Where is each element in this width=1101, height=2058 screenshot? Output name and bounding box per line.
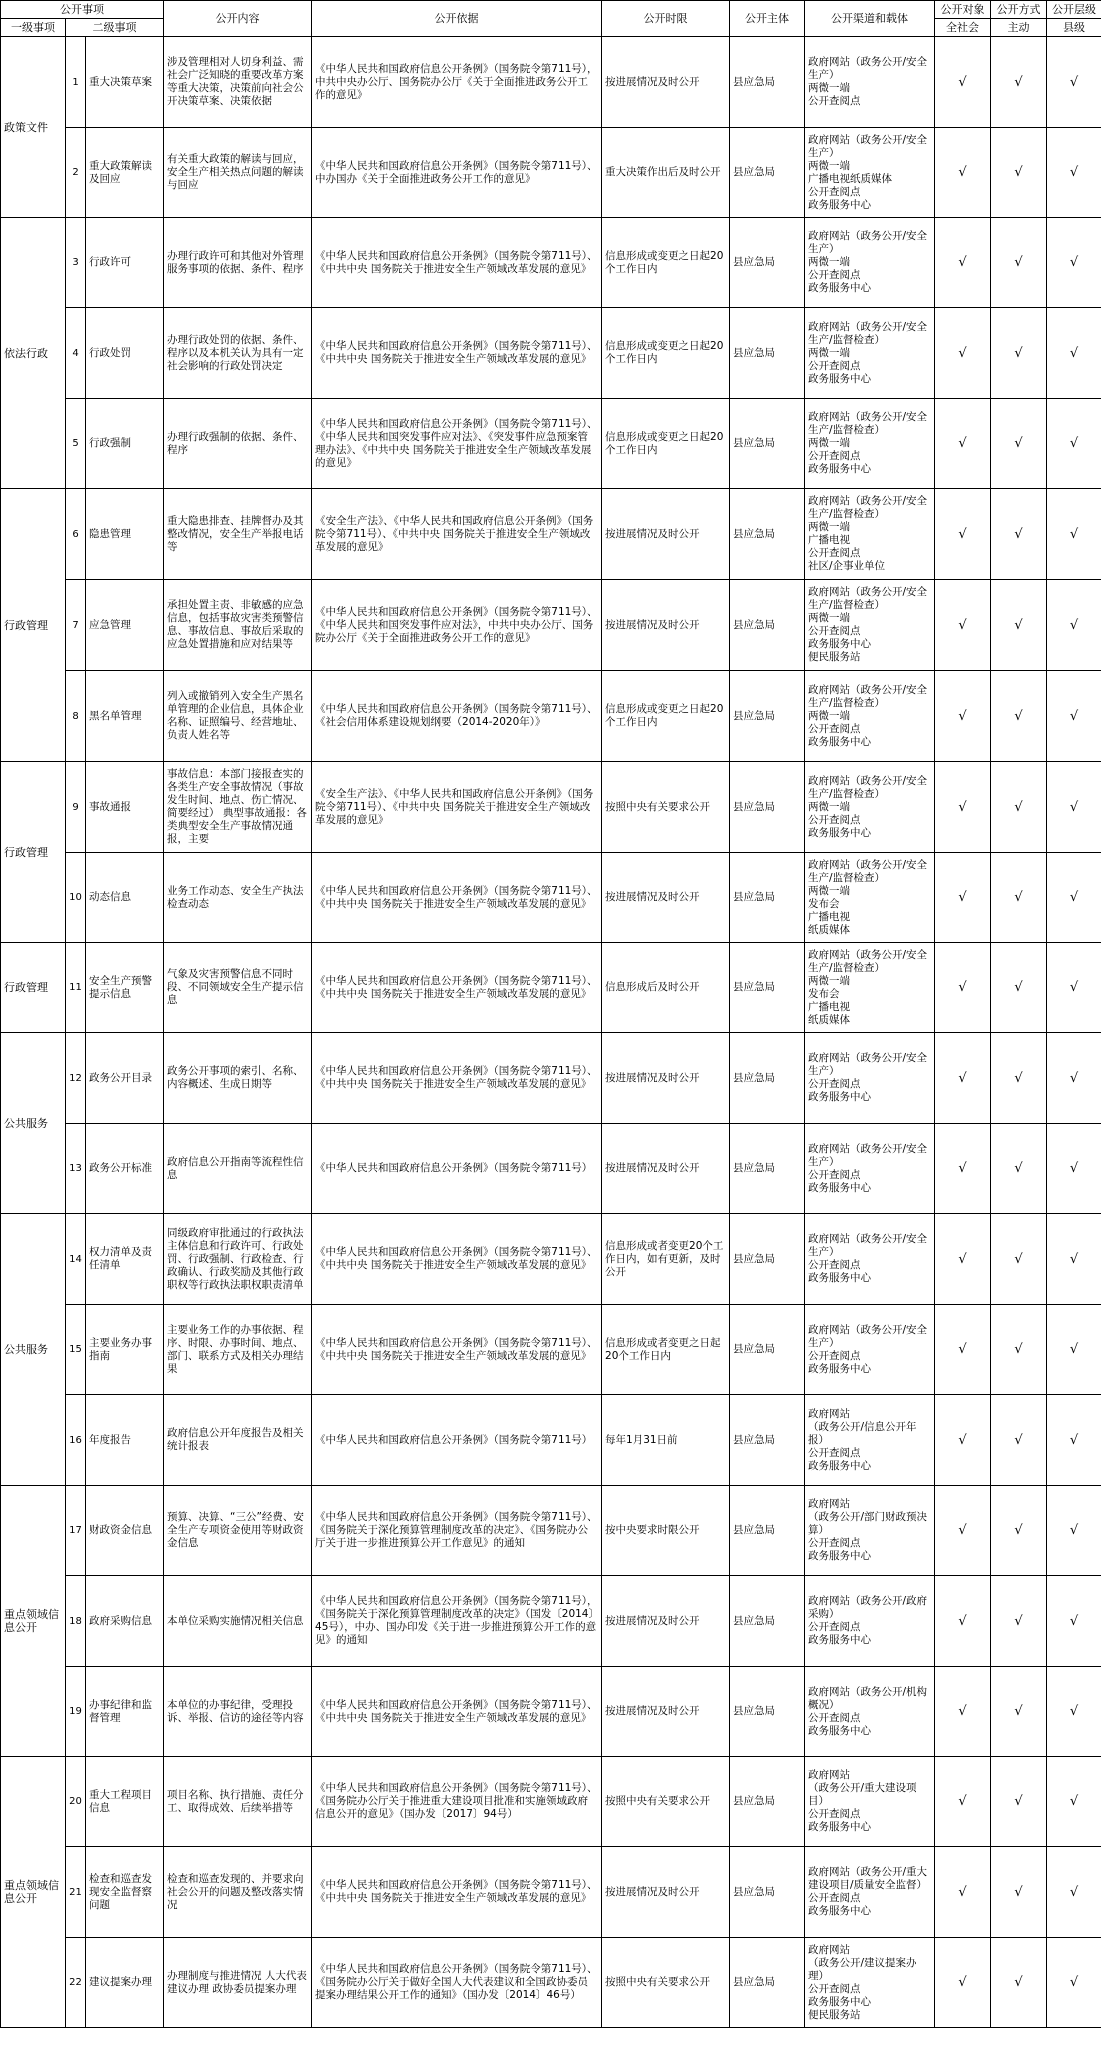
channels-cell: 政府网站（政务公开/安全生产） 两微一端 公开查阅点 政务服务中心 [805, 218, 935, 308]
basis-cell: 《中华人民共和国政府信息公开条例》（国务院令第711号）、《国务院办公厅关于推进重大建设项目批准和实施领域政府信息公开的意见》（国办发〔2017〕94号） [312, 1757, 602, 1847]
table-row [1, 1847, 1101, 1938]
basis-cell: 《安全生产法》、《中华人民共和国政府信息公开条例》（国务院令第711号）、《中共中央 国务院关于推进安全生产领域改革发展的意见》 [312, 762, 602, 853]
level2-item: 政府采购信息 [86, 1576, 164, 1667]
target-check: √ [935, 1847, 991, 1938]
header-subject: 公开主体 [730, 1, 805, 37]
content-cell: 业务工作动态、安全生产执法检查动态 [164, 853, 312, 943]
content-cell: 本单位的办事纪律，受理投诉、举报、信访的途径等内容 [164, 1667, 312, 1757]
method-check: √ [991, 37, 1047, 128]
time-limit-cell: 按进展情况及时公开 [602, 1576, 730, 1667]
time-limit-cell: 按进展情况及时公开 [602, 489, 730, 580]
level2-item: 行政强制 [86, 399, 164, 489]
method-check: √ [991, 308, 1047, 399]
table-row [1, 580, 1101, 671]
basis-cell: 《中华人民共和国政府信息公开条例》（国务院令第711号）、《中共中央 国务院关于推进安全生产领域改革发展的意见》 [312, 308, 602, 399]
subject-cell: 县应急局 [730, 128, 805, 218]
content-cell: 事故信息：本部门接报查实的各类生产安全事故情况（事故发生时间、地点、伤亡情况、简要经过） 典型事故通报：各类典型安全生产事故情况通报，主要 [164, 762, 312, 853]
header-channels: 公开渠道和载体 [805, 1, 935, 37]
level1-item: 公共服务 [1, 1214, 66, 1486]
header-method-sub: 主动 [991, 19, 1047, 37]
level2-item: 办事纪律和监督管理 [86, 1667, 164, 1757]
level2-item: 重大决策草案 [86, 37, 164, 128]
target-check: √ [935, 1757, 991, 1847]
level2-item: 政务公开标准 [86, 1124, 164, 1214]
basis-cell: 《中华人民共和国政府信息公开条例》（国务院令第711号） [312, 1395, 602, 1486]
basis-cell: 《中华人民共和国政府信息公开条例》（国务院令第711号），中共中央办公厅、国务院办公厅《关于全面推进政务公开工作的意见》 [312, 37, 602, 128]
header-public-items: 公开事项 [1, 1, 164, 19]
level2-item: 应急管理 [86, 580, 164, 671]
header-target: 公开对象 [935, 1, 991, 19]
target-check: √ [935, 943, 991, 1033]
content-cell: 有关重大政策的解读与回应，安全生产相关热点问题的解读与回应 [164, 128, 312, 218]
content-cell: 检查和巡查发现的、并要求向社会公开的问题及整改落实情况 [164, 1847, 312, 1938]
target-check: √ [935, 489, 991, 580]
channels-cell: 政府网站（政务公开/安全生产/监督检查） 两微一端 公开查阅点 政务服务中心 [805, 399, 935, 489]
content-cell: 办理制度与推进情况 人大代表建议办理 政协委员提案办理 [164, 1938, 312, 2028]
layer-check: √ [1047, 218, 1101, 308]
layer-check: √ [1047, 1757, 1101, 1847]
subject-cell: 县应急局 [730, 1033, 805, 1124]
row-number: 19 [66, 1667, 86, 1757]
row-number: 10 [66, 853, 86, 943]
table-row [1, 1757, 1101, 1847]
basis-cell: 《中华人民共和国政府信息公开条例》（国务院令第711号）、《中共中央 国务院关于推进安全生产领域改革发展的意见》 [312, 1305, 602, 1395]
basis-cell: 《中华人民共和国政府信息公开条例》（国务院令第711号）、《中共中央 国务院关于推进安全生产领域改革发展的意见》 [312, 218, 602, 308]
channels-cell: 政府网站（政务公开/安全生产） 公开查阅点 政务服务中心 [805, 1214, 935, 1305]
time-limit-cell: 按进展情况及时公开 [602, 853, 730, 943]
time-limit-cell: 按照中央有关要求公开 [602, 1938, 730, 2028]
layer-check: √ [1047, 853, 1101, 943]
channels-cell: 政府网站（政务公开/安全生产/监督检查） 两微一端 发布会 广播电视 纸质媒体 [805, 943, 935, 1033]
level2-item: 检查和巡查发现安全监督察问题 [86, 1847, 164, 1938]
row-number: 12 [66, 1033, 86, 1124]
method-check: √ [991, 489, 1047, 580]
method-check: √ [991, 218, 1047, 308]
layer-check: √ [1047, 1576, 1101, 1667]
method-check: √ [991, 1395, 1047, 1486]
header-target-sub: 全社会 [935, 19, 991, 37]
subject-cell: 县应急局 [730, 1667, 805, 1757]
table-row [1, 943, 1101, 1033]
subject-cell: 县应急局 [730, 943, 805, 1033]
target-check: √ [935, 399, 991, 489]
channels-cell: 政府网站 （政务公开/重大建设项目） 公开查阅点 政务服务中心 [805, 1757, 935, 1847]
subject-cell: 县应急局 [730, 37, 805, 128]
table-row [1, 671, 1101, 762]
target-check: √ [935, 1667, 991, 1757]
time-limit-cell: 按进展情况及时公开 [602, 37, 730, 128]
basis-cell: 《中华人民共和国政府信息公开条例》（国务院令第711号）、《社会信用体系建设规划纲要（2014-2020年）》 [312, 671, 602, 762]
content-cell: 办理行政处罚的依据、条件、程序以及本机关认为具有一定社会影响的行政处罚决定 [164, 308, 312, 399]
header-method: 公开方式 [991, 1, 1047, 19]
layer-check: √ [1047, 1214, 1101, 1305]
target-check: √ [935, 37, 991, 128]
layer-check: √ [1047, 580, 1101, 671]
channels-cell: 政府网站（政务公开/重大建设项目/质量安全监督） 公开查阅点 政务服务中心 [805, 1847, 935, 1938]
content-cell: 本单位采购实施情况相关信息 [164, 1576, 312, 1667]
subject-cell: 县应急局 [730, 1757, 805, 1847]
table-row [1, 1124, 1101, 1214]
basis-cell: 《中华人民共和国政府信息公开条例》（国务院令第711号）、《国务院关于深化预算管理制度改革的决定》、《国务院办公厅关于进一步推进预算公开工作意见》的通知 [312, 1486, 602, 1576]
method-check: √ [991, 1757, 1047, 1847]
subject-cell: 县应急局 [730, 1847, 805, 1938]
channels-cell: 政府网站（政务公开/安全生产） 公开查阅点 政务服务中心 [805, 1305, 935, 1395]
table-row [1, 762, 1101, 853]
row-number: 18 [66, 1576, 86, 1667]
channels-cell: 政府网站（政务公开/机构概况） 公开查阅点 政务服务中心 [805, 1667, 935, 1757]
basis-cell: 《中华人民共和国政府信息公开条例》（国务院令第711号）、《国务院办公厅关于做好全国人大代表建议和全国政协委员提案办理结果公开工作的通知》（国办发〔2014〕46号） [312, 1938, 602, 2028]
channels-cell: 政府网站（政务公开/安全生产/监督检查） 两微一端 公开查阅点 政务服务中心 [805, 308, 935, 399]
level2-item: 权力清单及责任清单 [86, 1214, 164, 1305]
layer-check: √ [1047, 1847, 1101, 1938]
time-limit-cell: 按照中央有关要求公开 [602, 762, 730, 853]
table-row [1, 1667, 1101, 1757]
level2-item: 政务公开目录 [86, 1033, 164, 1124]
method-check: √ [991, 762, 1047, 853]
subject-cell: 县应急局 [730, 1305, 805, 1395]
content-cell: 气象及灾害预警信息不同时段、不同领域安全生产提示信息 [164, 943, 312, 1033]
level2-item: 重大工程项目信息 [86, 1757, 164, 1847]
row-number: 9 [66, 762, 86, 853]
method-check: √ [991, 1847, 1047, 1938]
time-limit-cell: 按进展情况及时公开 [602, 1124, 730, 1214]
table-row [1, 1305, 1101, 1395]
level2-item: 事故通报 [86, 762, 164, 853]
table-row [1, 37, 1101, 128]
table-row [1, 1033, 1101, 1124]
channels-cell: 政府网站（政务公开/安全生产/监督检查） 两微一端 发布会 广播电视 纸质媒体 [805, 853, 935, 943]
time-limit-cell: 按照中央有关要求公开 [602, 1757, 730, 1847]
table-row [1, 308, 1101, 399]
channels-cell: 政府网站（政务公开/安全生产） 两微一端 广播电视纸质媒体 公开查阅点 政务服务中心 [805, 128, 935, 218]
layer-check: √ [1047, 1305, 1101, 1395]
content-cell: 项目名称、执行措施、责任分工、取得成效、后续举措等 [164, 1757, 312, 1847]
row-number: 13 [66, 1124, 86, 1214]
basis-cell: 《中华人民共和国政府信息公开条例》（国务院令第711号）、《中共中央 国务院关于推进安全生产领域改革发展的意见》 [312, 1214, 602, 1305]
content-cell: 政府信息公开年度报告及相关统计报表 [164, 1395, 312, 1486]
method-check: √ [991, 1938, 1047, 2028]
content-cell: 同级政府审批通过的行政执法主体信息和行政许可、行政处罚、行政强制、行政检查、行政确认、行政奖励及其他行政职权等行政执法职权职责清单 [164, 1214, 312, 1305]
channels-cell: 政府网站（政务公开/政府采购） 公开查阅点 政务服务中心 [805, 1576, 935, 1667]
target-check: √ [935, 1576, 991, 1667]
target-check: √ [935, 671, 991, 762]
time-limit-cell: 信息形成后及时公开 [602, 943, 730, 1033]
row-number: 6 [66, 489, 86, 580]
layer-check: √ [1047, 399, 1101, 489]
channels-cell: 政府网站（政务公开/安全生产/监督检查） 两微一端 公开查阅点 政务服务中心 [805, 671, 935, 762]
method-check: √ [991, 1486, 1047, 1576]
subject-cell: 县应急局 [730, 308, 805, 399]
content-cell: 政府信息公开指南等流程性信息 [164, 1124, 312, 1214]
row-number: 22 [66, 1938, 86, 2028]
table-row [1, 218, 1101, 308]
basis-cell: 《中华人民共和国政府信息公开条例》（国务院令第711号）、《中共中央 国务院关于推进安全生产领域改革发展的意见》 [312, 943, 602, 1033]
method-check: √ [991, 1214, 1047, 1305]
method-check: √ [991, 671, 1047, 762]
target-check: √ [935, 1486, 991, 1576]
basis-cell: 《中华人民共和国政府信息公开条例》（国务院令第711号）、《中华人民共和国突发事件应对法》，中共中央办公厅、国务院办公厅《关于全面推进政务公开工作的意见》 [312, 580, 602, 671]
content-cell: 列入或撤销列入安全生产黑名单管理的企业信息，具体企业名称、证照编号、经营地址、负责人姓名等 [164, 671, 312, 762]
target-check: √ [935, 1033, 991, 1124]
level1-item: 公共服务 [1, 1033, 66, 1214]
basis-cell: 《中华人民共和国政府信息公开条例》（国务院令第711号）、《中共中央 国务院关于推进安全生产领域改革发展的意见》 [312, 853, 602, 943]
target-check: √ [935, 1395, 991, 1486]
subject-cell: 县应急局 [730, 580, 805, 671]
header-time-limit: 公开时限 [602, 1, 730, 37]
table-row [1, 1395, 1101, 1486]
row-number: 7 [66, 580, 86, 671]
level2-item: 财政资金信息 [86, 1486, 164, 1576]
level2-item: 隐患管理 [86, 489, 164, 580]
target-check: √ [935, 308, 991, 399]
target-check: √ [935, 1305, 991, 1395]
table-row [1, 1938, 1101, 2028]
layer-check: √ [1047, 1938, 1101, 2028]
subject-cell: 县应急局 [730, 853, 805, 943]
row-number: 4 [66, 308, 86, 399]
channels-cell: 政府网站（政务公开/安全生产） 两微一端 公开查阅点 [805, 37, 935, 128]
table-row [1, 1214, 1101, 1305]
table-row [1, 1486, 1101, 1576]
table-row [1, 1576, 1101, 1667]
layer-check: √ [1047, 1667, 1101, 1757]
row-number: 20 [66, 1757, 86, 1847]
table-row [1, 853, 1101, 943]
channels-cell: 政府网站 （政务公开/部门财政预决算） 公开查阅点 政务服务中心 [805, 1486, 935, 1576]
time-limit-cell: 每年1月31日前 [602, 1395, 730, 1486]
level1-item: 依法行政 [1, 218, 66, 489]
level2-item: 行政处罚 [86, 308, 164, 399]
channels-cell: 政府网站（政务公开/安全生产） 公开查阅点 政务服务中心 [805, 1033, 935, 1124]
row-number: 14 [66, 1214, 86, 1305]
table-row [1, 128, 1101, 218]
method-check: √ [991, 1124, 1047, 1214]
layer-check: √ [1047, 128, 1101, 218]
level2-item: 年度报告 [86, 1395, 164, 1486]
row-number: 11 [66, 943, 86, 1033]
time-limit-cell: 按进展情况及时公开 [602, 1667, 730, 1757]
subject-cell: 县应急局 [730, 671, 805, 762]
content-cell: 政务公开事项的索引、名称、内容概述、生成日期等 [164, 1033, 312, 1124]
content-cell: 办理行政强制的依据、条件、程序 [164, 399, 312, 489]
header-layer: 公开层级 [1047, 1, 1101, 19]
level1-item: 行政管理 [1, 489, 66, 762]
content-cell: 重大隐患排查、挂牌督办及其整改情况，安全生产举报电话等 [164, 489, 312, 580]
layer-check: √ [1047, 37, 1101, 128]
row-number: 2 [66, 128, 86, 218]
level2-item: 黑名单管理 [86, 671, 164, 762]
level1-item: 行政管理 [1, 943, 66, 1033]
time-limit-cell: 信息形成或变更之日起20个工作日内 [602, 399, 730, 489]
target-check: √ [935, 218, 991, 308]
time-limit-cell: 信息形成或变更之日起20个工作日内 [602, 308, 730, 399]
time-limit-cell: 按进展情况及时公开 [602, 580, 730, 671]
subject-cell: 县应急局 [730, 1576, 805, 1667]
basis-cell: 《中华人民共和国政府信息公开条例》（国务院令第711号）、《中共中央 国务院关于推进安全生产领域改革发展的意见》 [312, 1033, 602, 1124]
time-limit-cell: 信息形成或者变更20个工作日内，如有更新，及时公开 [602, 1214, 730, 1305]
target-check: √ [935, 1124, 991, 1214]
content-cell: 涉及管理相对人切身利益、需社会广泛知晓的重要改革方案等重大决策，决策前向社会公开决策草案、决策依据 [164, 37, 312, 128]
basis-cell: 《中华人民共和国政府信息公开条例》（国务院令第711号）、中办国办《关于全面推进政务公开工作的意见》 [312, 128, 602, 218]
method-check: √ [991, 128, 1047, 218]
layer-check: √ [1047, 1033, 1101, 1124]
table-row [1, 489, 1101, 580]
subject-cell: 县应急局 [730, 489, 805, 580]
layer-check: √ [1047, 762, 1101, 853]
row-number: 21 [66, 1847, 86, 1938]
header-row-1 [1, 1, 1101, 19]
row-number: 1 [66, 37, 86, 128]
level1-item: 重点领域信息公开 [1, 1486, 66, 1757]
row-number: 17 [66, 1486, 86, 1576]
target-check: √ [935, 1214, 991, 1305]
layer-check: √ [1047, 1486, 1101, 1576]
subject-cell: 县应急局 [730, 1124, 805, 1214]
subject-cell: 县应急局 [730, 1938, 805, 2028]
basis-cell: 《中华人民共和国政府信息公开条例》（国务院令第711号）、《中共中央 国务院关于推进安全生产领域改革发展的意见》 [312, 1667, 602, 1757]
time-limit-cell: 信息形成或变更之日起20个工作日内 [602, 671, 730, 762]
target-check: √ [935, 1938, 991, 2028]
level1-item: 政策文件 [1, 37, 66, 218]
level1-item: 重点领域信息公开 [1, 1757, 66, 2028]
channels-cell: 政府网站 （政务公开/信息公开年报） 公开查阅点 政务服务中心 [805, 1395, 935, 1486]
level2-item: 重大政策解读及回应 [86, 128, 164, 218]
channels-cell: 政府网站（政务公开/安全生产） 公开查阅点 政务服务中心 [805, 1124, 935, 1214]
layer-check: √ [1047, 943, 1101, 1033]
level1-item: 行政管理 [1, 762, 66, 943]
level2-item: 主要业务办事指南 [86, 1305, 164, 1395]
header-level2: 二级事项 [66, 19, 164, 37]
row-number: 16 [66, 1395, 86, 1486]
channels-cell: 政府网站（政务公开/安全生产/监督检查） 两微一端 公开查阅点 政务服务中心 便民服务站 [805, 580, 935, 671]
time-limit-cell: 信息形成或者变更之日起20个工作日内 [602, 1305, 730, 1395]
header-level1: 一级事项 [1, 19, 66, 37]
time-limit-cell: 按进展情况及时公开 [602, 1847, 730, 1938]
channels-cell: 政府网站 （政务公开/建议提案办理） 公开查阅点 政务服务中心 便民服务站 [805, 1938, 935, 2028]
row-number: 15 [66, 1305, 86, 1395]
layer-check: √ [1047, 671, 1101, 762]
header-layer-sub: 县级 [1047, 19, 1101, 37]
layer-check: √ [1047, 308, 1101, 399]
time-limit-cell: 按进展情况及时公开 [602, 1033, 730, 1124]
target-check: √ [935, 128, 991, 218]
method-check: √ [991, 1667, 1047, 1757]
layer-check: √ [1047, 1124, 1101, 1214]
method-check: √ [991, 853, 1047, 943]
time-limit-cell: 重大决策作出后及时公开 [602, 128, 730, 218]
basis-cell: 《中华人民共和国政府信息公开条例》（国务院令第711号）、《中共中央 国务院关于推进安全生产领域改革发展的意见》 [312, 1847, 602, 1938]
method-check: √ [991, 580, 1047, 671]
target-check: √ [935, 853, 991, 943]
subject-cell: 县应急局 [730, 762, 805, 853]
row-number: 8 [66, 671, 86, 762]
content-cell: 主要业务工作的办事依据、程序、时限、办事时间、地点、部门、联系方式及相关办理结果 [164, 1305, 312, 1395]
channels-cell: 政府网站（政务公开/安全生产/监督检查） 两微一端 公开查阅点 政务服务中心 [805, 762, 935, 853]
target-check: √ [935, 580, 991, 671]
header-content: 公开内容 [164, 1, 312, 37]
channels-cell: 政府网站（政务公开/安全生产/监督检查） 两微一端 广播电视 公开查阅点 社区/企事业单位 [805, 489, 935, 580]
basis-cell: 《安全生产法》、《中华人民共和国政府信息公开条例》（国务院令第711号）、《中共中央 国务院关于推进安全生产领域改革发展的意见》 [312, 489, 602, 580]
method-check: √ [991, 1033, 1047, 1124]
content-cell: 办理行政许可和其他对外管理服务事项的依据、条件、程序 [164, 218, 312, 308]
subject-cell: 县应急局 [730, 1486, 805, 1576]
time-limit-cell: 信息形成或变更之日起20个工作日内 [602, 218, 730, 308]
subject-cell: 县应急局 [730, 1214, 805, 1305]
level2-item: 安全生产预警提示信息 [86, 943, 164, 1033]
subject-cell: 县应急局 [730, 218, 805, 308]
method-check: √ [991, 943, 1047, 1033]
basis-cell: 《中华人民共和国政府信息公开条例》（国务院令第711号），《国务院关于深化预算管理制度改革的决定》（国发〔2014〕45号），中办、国办印发《关于进一步推进预算公开工作的意见》的通知 [312, 1576, 602, 1667]
method-check: √ [991, 399, 1047, 489]
row-number: 3 [66, 218, 86, 308]
level2-item: 建议提案办理 [86, 1938, 164, 2028]
subject-cell: 县应急局 [730, 1395, 805, 1486]
time-limit-cell: 按中央要求时限公开 [602, 1486, 730, 1576]
content-cell: 承担处置主责、非敏感的应急信息，包括事故灾害类预警信息、事故信息、事故后采取的应急处置措施和应对结果等 [164, 580, 312, 671]
basis-cell: 《中华人民共和国政府信息公开条例》（国务院令第711号） [312, 1124, 602, 1214]
layer-check: √ [1047, 489, 1101, 580]
level2-item: 行政许可 [86, 218, 164, 308]
table-row [1, 399, 1101, 489]
level2-item: 动态信息 [86, 853, 164, 943]
layer-check: √ [1047, 1395, 1101, 1486]
subject-cell: 县应急局 [730, 399, 805, 489]
row-number: 5 [66, 399, 86, 489]
basis-cell: 《中华人民共和国政府信息公开条例》（国务院令第711号）、《中华人民共和国突发事件应对法》、《突发事件应急预案管理办法》、《中共中央 国务院关于推进安全生产领域改革发展的意见》 [312, 399, 602, 489]
method-check: √ [991, 1305, 1047, 1395]
header-basis: 公开依据 [312, 1, 602, 37]
content-cell: 预算、决算、“三公”经费、安全生产专项资金使用等财政资金信息 [164, 1486, 312, 1576]
target-check: √ [935, 762, 991, 853]
method-check: √ [991, 1576, 1047, 1667]
